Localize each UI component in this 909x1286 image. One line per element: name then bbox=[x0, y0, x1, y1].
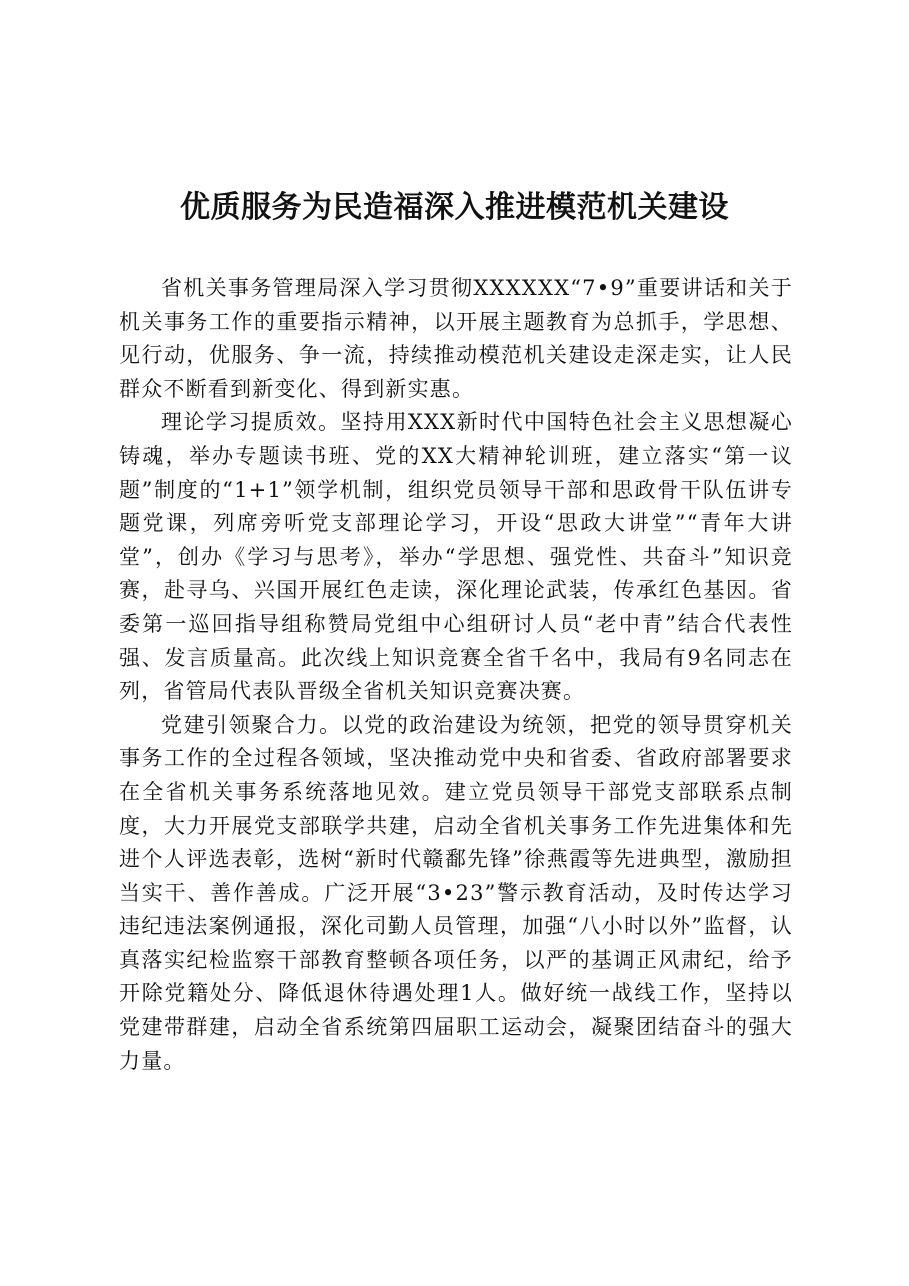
paragraph-party-building: 党建引领聚合力。以党的政治建设为统领，把党的领导贯穿机关事务工作的全过程各领域，坚决推动党中央和省委、省政府部署要求在全省机关事务系统落地见效。建立党员领导干部党支部联系点制度，大力开展党支部联学共建，启动全省机关事务工作先进集体和先进个人评选表彰，选树“新时代赣鄱先锋”徐燕霞等先进典型，激励担当实干、善作善成。广泛开展“3•23”警示教育活动，及时传达学习违纪违法案例通报，深化司勤人员管理，加强“八小时以外”监督，认真落实纪检监察干部教育整顿各项任务，以严的基调正风肃纪，给予开除党籍处分、降低退休待遇处理1人。做好统一战线工作，坚持以党建带群建，启动全省系统第四届职工运动会，凝聚团结奋斗的强大力量。 bbox=[119, 712, 793, 1073]
document-body bbox=[119, 272, 793, 1078]
document-title: 优质服务为民造福深入推进模范机关建设 bbox=[180, 190, 729, 225]
paragraph-intro: 省机关事务管理局深入学习贯彻XXXXXX“7•9”重要讲话和关于机关事务工作的重要指示精神，以开展主题教育为总抓手，学思想、见行动，优服务、争一流，持续推动模范机关建设走深走实，让人民群众不断看到新变化、得到新实惠。 bbox=[119, 276, 793, 401]
paragraph-theory-study: 理论学习提质效。坚持用XXX新时代中国特色社会主义思想凝心铸魂，举办专题读书班、党的XX大精神轮训班，建立落实“第一议题”制度的“1+1”领学机制，组织党员领导干部和思政骨干队伍讲专题党课，列席旁听党支部理论学习，开设“思政大讲堂”“青年大讲堂”，创办《学习与思考》，举办“学思想、强党性、共奋斗”知识竞赛，赴寻乌、兴国开展红色走读，深化理论武装，传承红色基因。省委第一巡回指导组称赞局党组中心组研讨人员“老中青”结合代表性强、发言质量高。此次线上知识竞赛全省千名中，我局有9名同志在列，省管局代表队晋级全省机关知识竞赛决赛。 bbox=[119, 410, 793, 704]
